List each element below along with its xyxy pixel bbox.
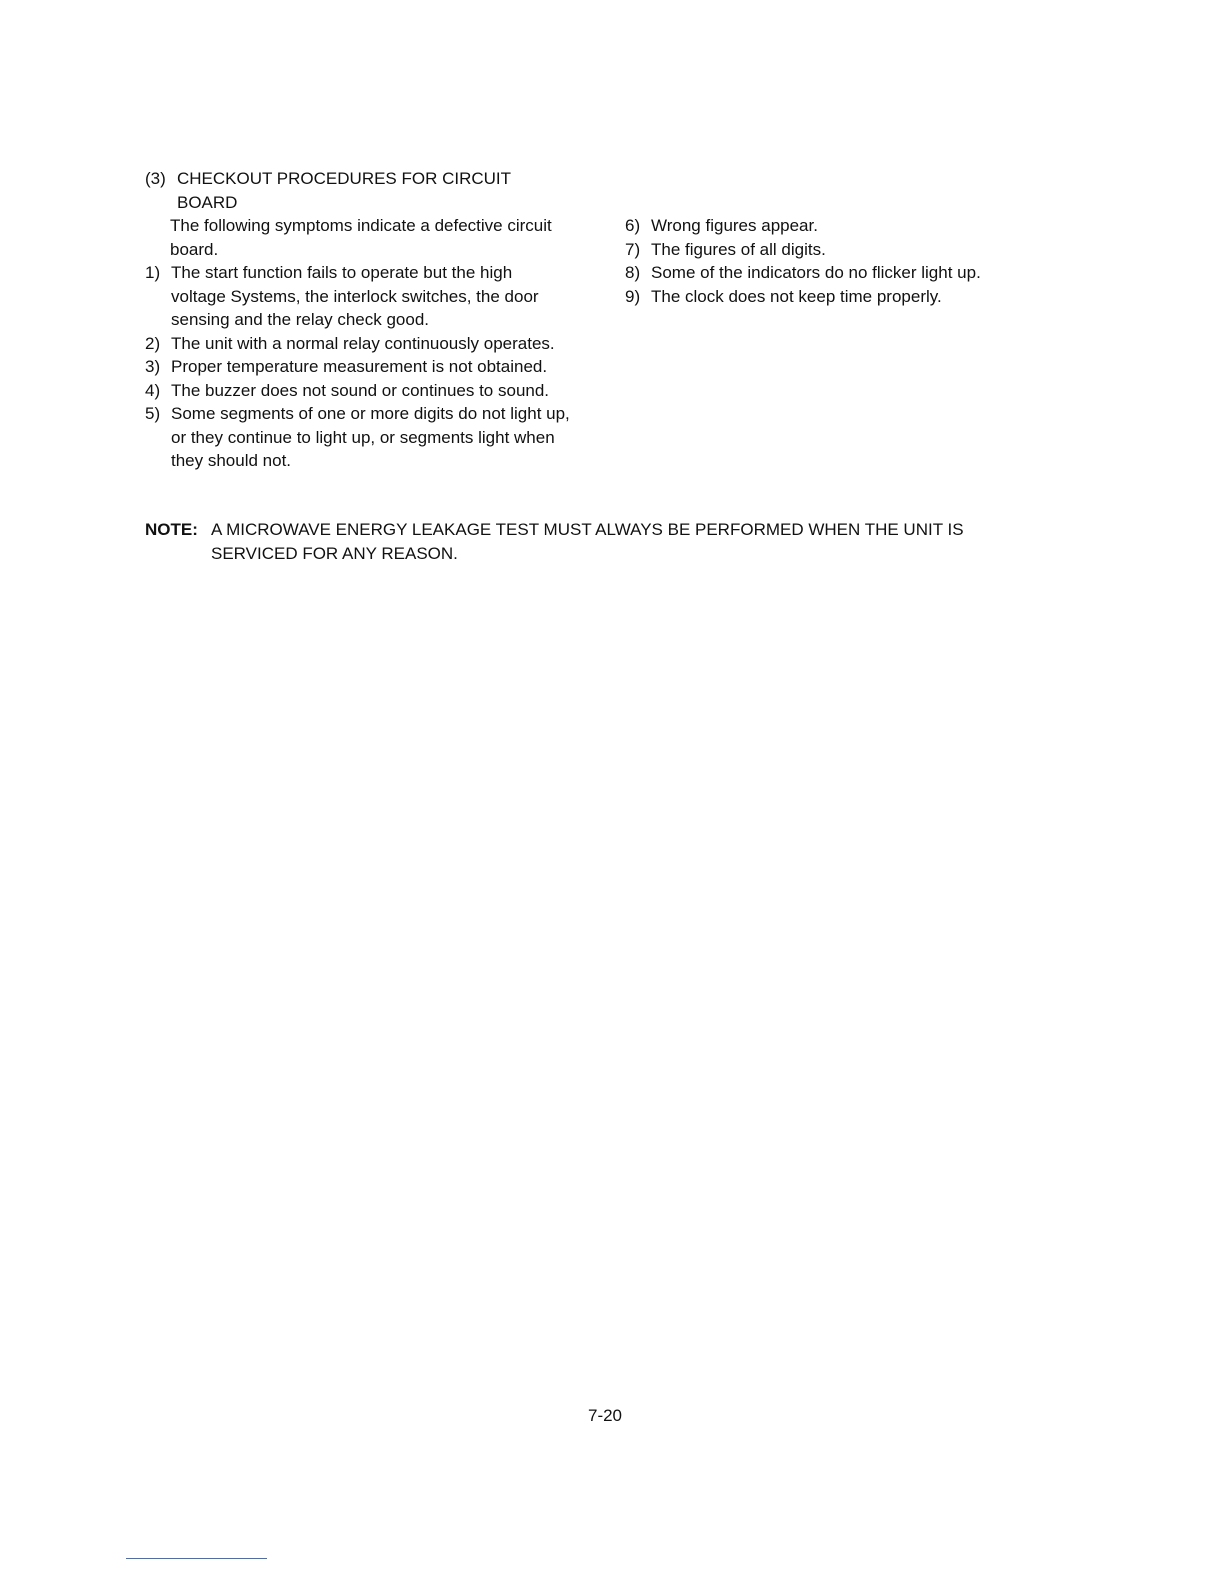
list-item: [625, 285, 1045, 309]
list-item-text: The unit with a normal relay continuously operates.: [171, 333, 555, 353]
list-item-text: Wrong figures appear.: [651, 216, 818, 235]
list-item: [145, 379, 590, 403]
list-item-text: The figures of all digits.: [651, 239, 826, 259]
list-item-number: 6): [625, 216, 641, 235]
list-item-text: Proper temperature measurement is not obtained.: [171, 357, 548, 376]
list-item: [625, 261, 1045, 285]
list-item: [625, 238, 1045, 262]
list-item: [145, 355, 590, 379]
list-item-number: 4): [145, 380, 161, 400]
list-item: [145, 332, 590, 356]
list-item: [625, 214, 1045, 238]
list-item-text: Some segments of one or more digits do not light up, or they continue to light up, or segments light when they should not.: [171, 404, 570, 470]
list-item-number: 2): [145, 333, 161, 353]
page-number: 7-20: [587, 1406, 623, 1425]
list-item-number: 3): [145, 357, 161, 376]
list-item-number: 1): [145, 263, 161, 282]
note-text: A MICROWAVE ENERGY LEAKAGE TEST MUST ALWAYS BE PERFORMED WHEN THE UNIT IS SERVICED FOR ANY REASON.: [211, 520, 964, 563]
note-block: [145, 518, 1045, 565]
left-column: [145, 167, 590, 473]
section-number: (3): [145, 169, 166, 188]
list-item-number: 8): [625, 263, 641, 282]
list-item: [145, 402, 590, 473]
list-item-text: The start function fails to operate but the high voltage Systems, the interlock switches, the door sensing and the relay check good.: [171, 263, 539, 329]
footer-rule: [126, 1558, 267, 1559]
list-item-text: The clock does not keep time properly.: [651, 286, 942, 306]
section-title: CHECKOUT PROCEDURES FOR CIRCUIT BOARD: [177, 169, 511, 212]
list-item-text: Some of the indicators do no flicker light up.: [651, 263, 981, 282]
list-item: [145, 261, 590, 332]
list-item-number: 9): [625, 286, 641, 306]
list-item-number: 5): [145, 404, 161, 423]
right-column: [625, 214, 1045, 308]
list-item-number: 7): [625, 239, 641, 259]
section-intro: The following symptoms indicate a defective circuit board.: [170, 216, 552, 259]
note-label: NOTE:: [145, 520, 198, 539]
section-heading: [145, 167, 590, 214]
list-item-text: The buzzer does not sound or continues to sound.: [171, 380, 550, 400]
